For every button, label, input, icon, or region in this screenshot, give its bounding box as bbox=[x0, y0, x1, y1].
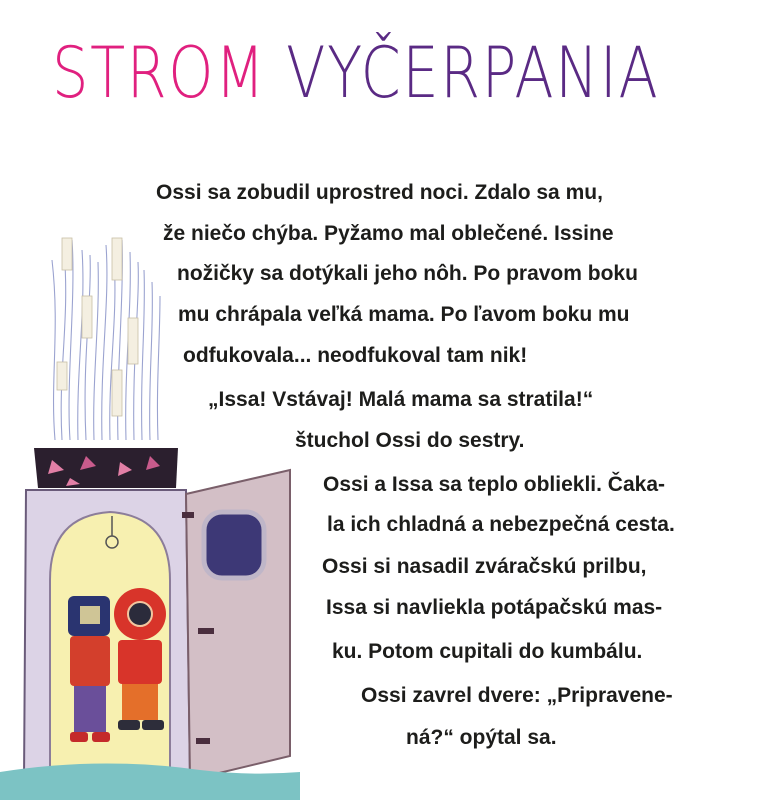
story-line: ku. Potom cupitali do kumbálu. bbox=[332, 640, 643, 663]
story-line: Ossi si nasadil zváračskú prilbu, bbox=[322, 555, 647, 578]
story-line: „Issa! Vstávaj! Malá mama sa stratila!“ bbox=[208, 388, 594, 411]
story-line: mu chrápala veľká mama. Po ľavom boku mu bbox=[178, 303, 630, 326]
story-line: štuchol Ossi do sestry. bbox=[295, 429, 525, 452]
story-line: Ossi zavrel dvere: „Pripravene- bbox=[361, 684, 673, 707]
story-line: odfukovala... neodfukoval tam nik! bbox=[183, 344, 528, 367]
story-line: Ossi a Issa sa teplo obliekli. Čaka- bbox=[323, 473, 665, 496]
story-line: nožičky sa dotýkali jeho nôh. Po pravom boku bbox=[177, 262, 638, 285]
title-word-vycerpania: VYČERPANIA bbox=[286, 32, 660, 114]
story-line: Ossi sa zobudil uprostred noci. Zdalo sa mu, bbox=[156, 181, 603, 204]
story-line: la ich chladná a nebezpečná cesta. bbox=[327, 513, 675, 536]
story-line: že niečo chýba. Pyžamo mal oblečené. Issine bbox=[163, 222, 614, 245]
story-line: Issa si navliekla potápačskú mas- bbox=[326, 596, 663, 619]
title-word-strom: STROM bbox=[52, 32, 267, 114]
story-line: ná?“ opýtal sa. bbox=[406, 726, 557, 749]
